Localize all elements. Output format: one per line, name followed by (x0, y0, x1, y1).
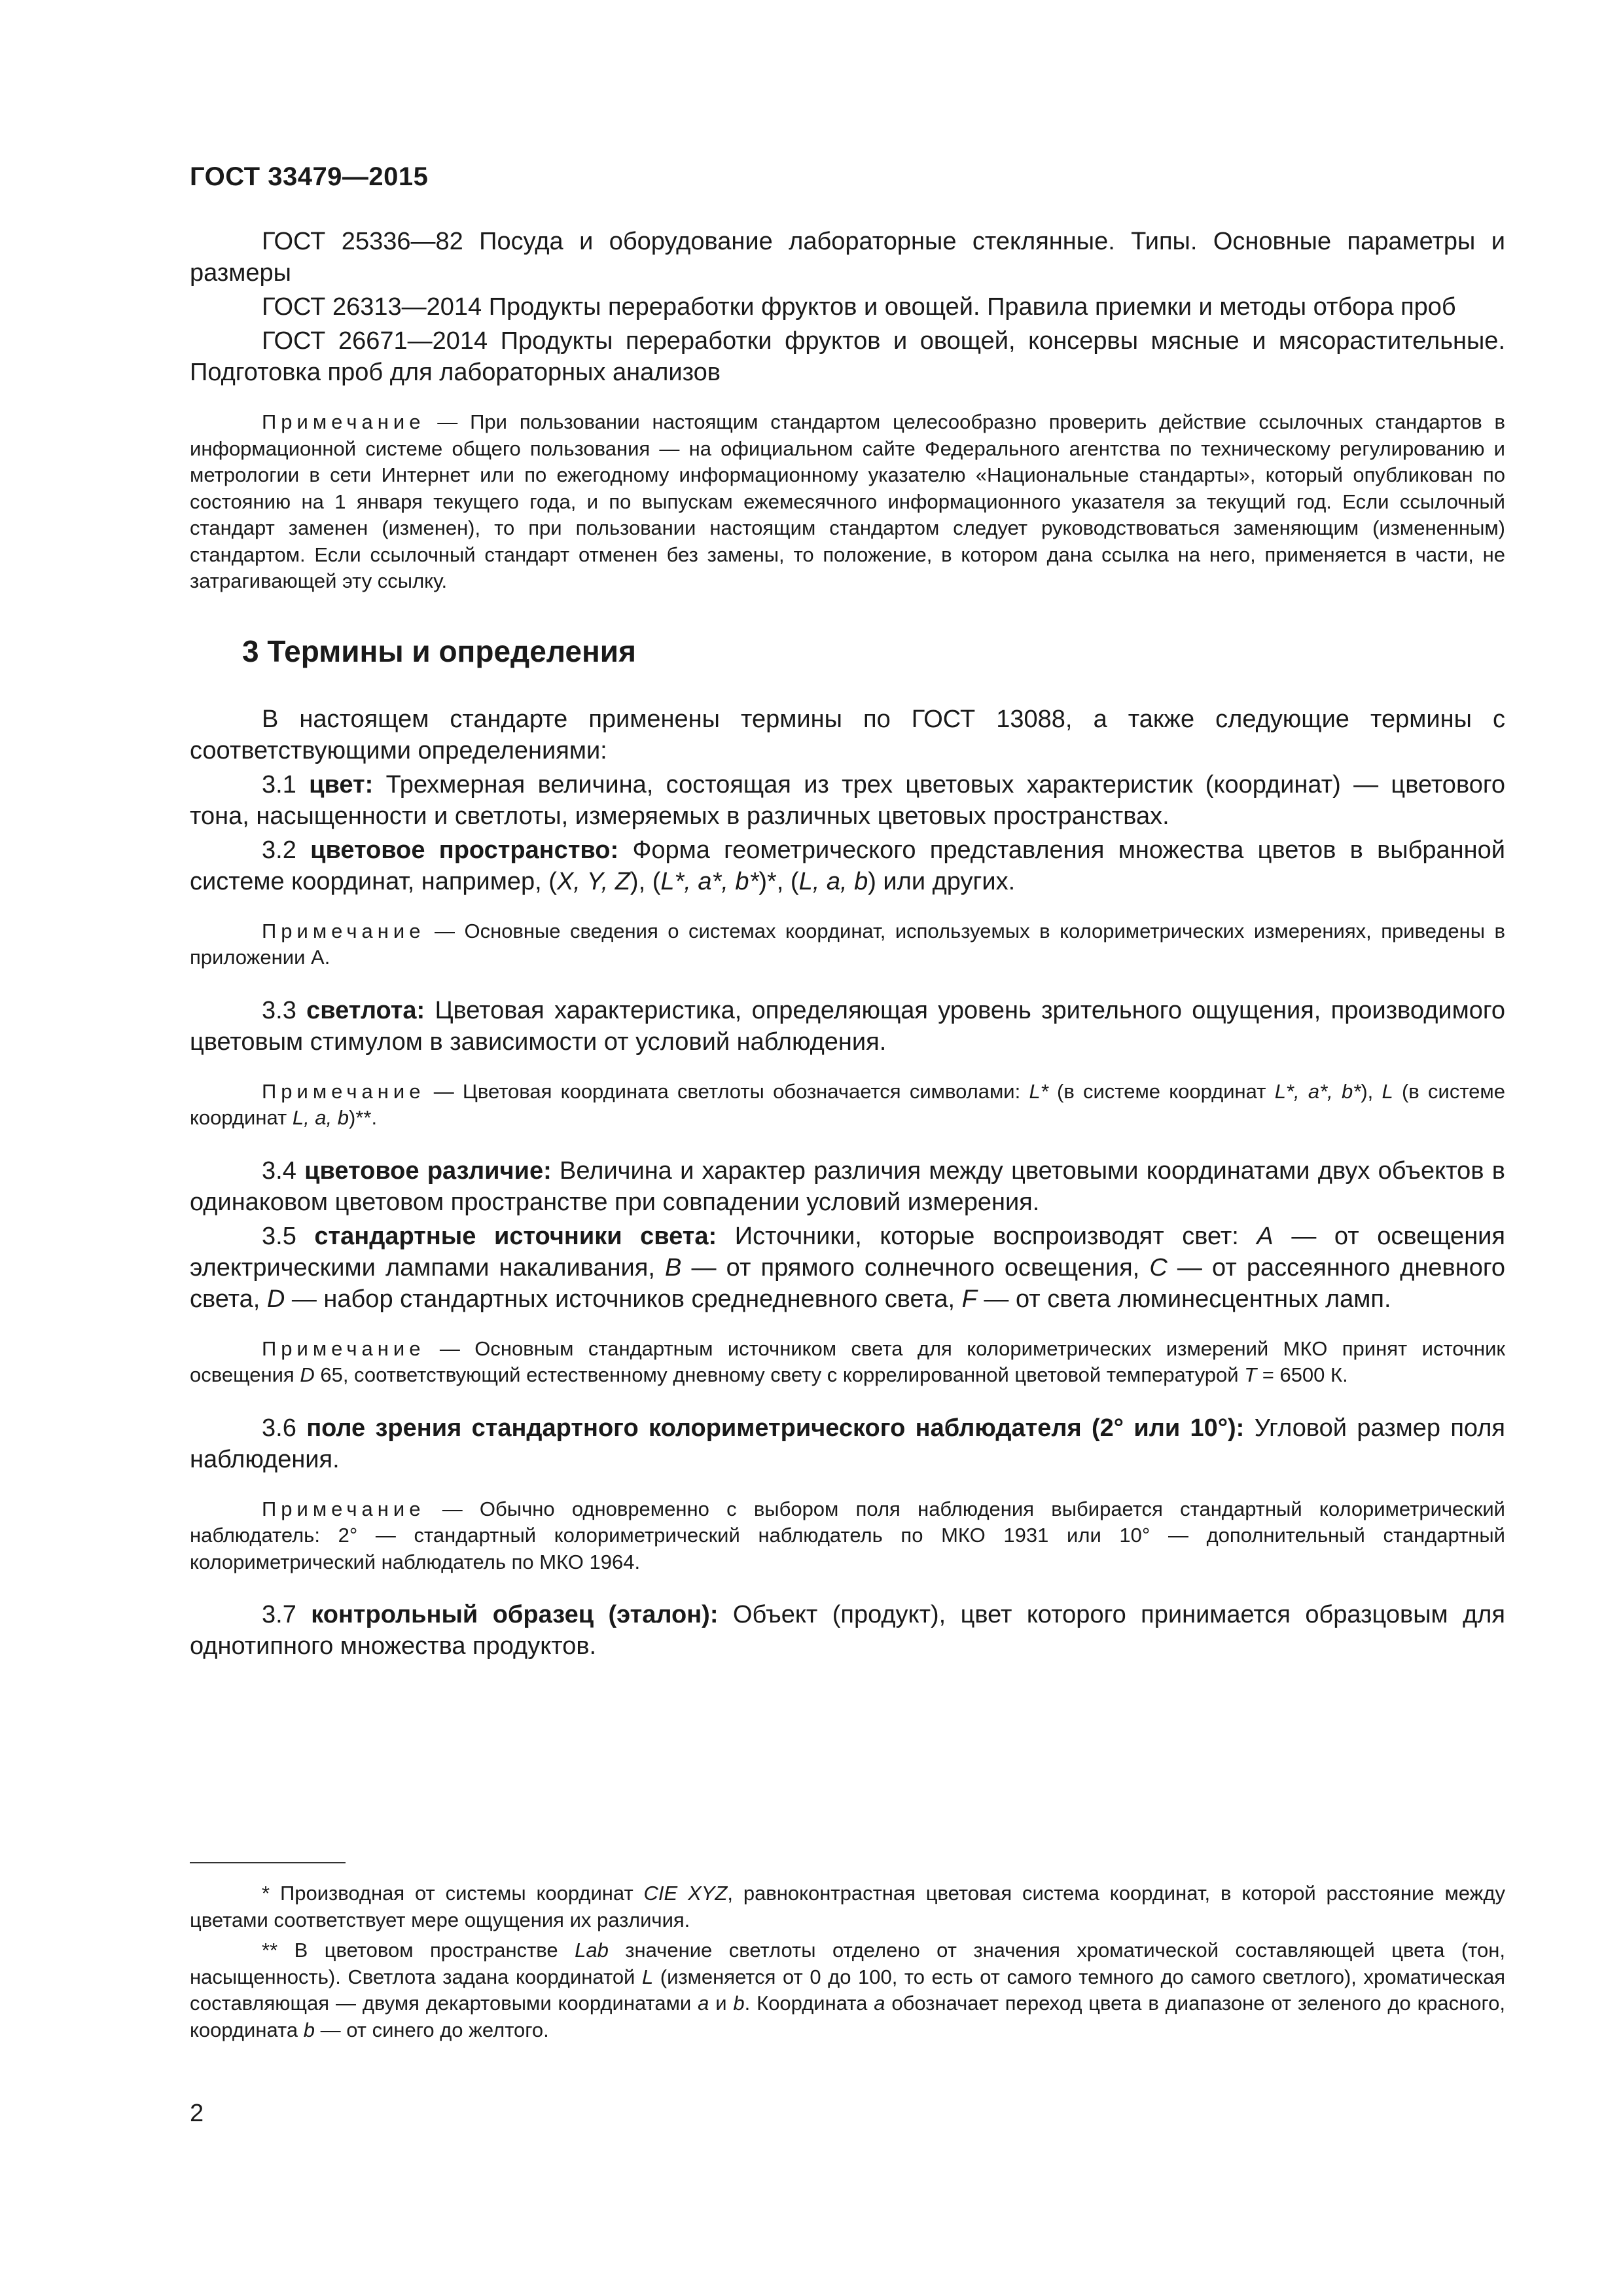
reference-item: ГОСТ 26313—2014 Продукты переработки фруктов и овощей. Правила приемки и методы отбора проб (262, 293, 1456, 321)
reference-item: ГОСТ 25336—82 Посуда и оборудование лабораторные стеклянные. Типы. Основные параметры и размеры (190, 228, 1505, 287)
term-3-2-note: Примечание — Основные сведения о системах координат, используемых в колориметрических измерениях, приведены в приложении А. (190, 919, 1505, 969)
section-intro: В настоящем стандарте применены термины по ГОСТ 13088, а также следующие термины с соответствующими определениями: (190, 705, 1505, 764)
term-3-6-note: Примечание — Обычно одновременно с выбором поля наблюдения выбирается стандартный колориметрический наблюдатель: 2° — стандартный колориметрический наблюдатель по МКО 1931 или 10° — дополнительный стандартный колориметрический наблюдатель по МКО 1964. (190, 1497, 1505, 1573)
section-title: 3 Термины и определения (242, 634, 636, 668)
reference-item: ГОСТ 26671—2014 Продукты переработки фруктов и овощей, консервы мясные и мясорастительные. Подготовка проб для лабораторных анализов (190, 327, 1505, 386)
term-3-3-note: Примечание — Цветовая координата светлоты обозначается символами: L* (в системе координат L*, a*, b*), L (в системе координат L, a, b)**. (190, 1079, 1505, 1129)
term-3-1: 3.1 цвет: Трехмерная величина, состоящая из трех цветовых характеристик (координат) — цветового тона, насыщенности и светлоты, измеряемых в различных цветовых пространствах. (190, 770, 1505, 830)
note-label: Примечание (262, 410, 425, 433)
term-3-2: 3.2 цветовое пространство: Форма геометрического представления множества цветов в выбранной системе координат, например, (X, Y, Z), (L*, a*, b*)*, (L, a, b) или других. (190, 836, 1505, 895)
term-3-5-note: Примечание — Основным стандартным источником света для колориметрических измерений МКО принят источник освещения D 65, соответствующий естественному дневному свету с коррелированной цветовой температурой T = 6500 К. (190, 1336, 1505, 1386)
term-3-6: 3.6 поле зрения стандартного колориметрического наблюдателя (2° или 10°): Угловой размер поля наблюдения. (190, 1414, 1505, 1473)
page-number: 2 (190, 2100, 204, 2127)
term-3-3: 3.3 светлота: Цветовая характеристика, определяющая уровень зрительного ощущения, производимого цветовым стимулом в зависимости от условий наблюдения. (190, 996, 1506, 1056)
term-3-4: 3.4 цветовое различие: Величина и характер различия между цветовыми координатами двух объектов в одинаковом цветовом пространстве при совпадении условий измерения. (190, 1157, 1505, 1216)
reference-list (190, 226, 1505, 388)
footnote-2: ** В цветовом пространстве Lab значение светлоты отделено от значения хроматической составляющей цвета (тон, насыщенность). Светлота задана координатой L (изменяется от 0 до 100, то есть от самого темного до самого светлого), хроматическая составляющая — двумя декартовыми координатами a и b. Координата a обозначает переход цвета в диапазоне от зеленого до красного, координата b — от синего до желтого. (190, 1939, 1506, 2041)
footnote-divider (190, 1862, 346, 1863)
reference-note: Примечание — При пользовании настоящим стандартом целесообразно проверить действие ссылочных стандартов в информационной системе общего пользования — на официальном сайте Федерального агентства по техническому регулированию и метрологии в сети Интернет или по ежегодному информационному указателю «Национальные стандарты», который опубликован по состоянию на 1 января текущего года, и по выпускам ежемесячного информационного указателя за текущий год. Если ссылочный стандарт заменен (изменен), то при пользовании настоящим стандартом следует руководствоваться заменяющим (измененным) стандартом. Если ссылочный стандарт отменен без замены, то положение, в котором дана ссылка на него, применяется в части, не затрагивающей эту ссылку. (190, 410, 1505, 592)
document-page (190, 0, 1505, 2296)
document-body (190, 226, 1505, 1664)
term-3-7: 3.7 контрольный образец (эталон): Объект (продукт), цвет которого принимается образцовым для однотипного множества продуктов. (190, 1601, 1505, 1660)
footnote-1: * Производная от системы координат CIE XYZ, равноконтрастная цветовая система координат, в которой расстояние между цветами соответствует мере ощущения их различия. (190, 1882, 1505, 1931)
term-3-5: 3.5 стандартные источники света: Источники, которые воспроизводят свет: A — от освещения электрическими лампами накаливания, B — от прямого солнечного освещения, C — от рассеянного дневного света, D — набор стандартных источников среднедневного света, F — от света люминесцентных ламп. (190, 1222, 1505, 1313)
document-header: ГОСТ 33479—2015 (190, 162, 429, 191)
footnotes (190, 1880, 1505, 2047)
